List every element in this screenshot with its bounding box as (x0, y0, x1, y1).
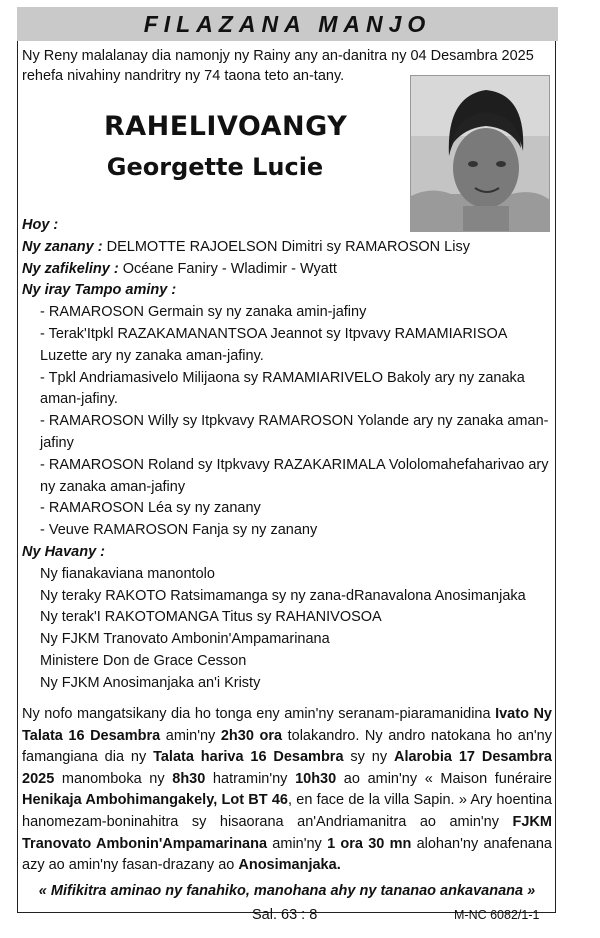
havany-item: Ny teraky RAKOTO Ratsimamanga sy ny zana-dRanavalona Anosimanjaka (40, 587, 526, 604)
tampo-item: - RAMAROSON Germain sy ny zanaka amin-jafiny (40, 304, 367, 321)
tampo-item: - RAMAROSON Léa sy ny zanany (40, 500, 261, 517)
deceased-given-names: Georgette Lucie (106, 153, 324, 181)
announcement-text: Ny nofo mangatsikany dia ho tonga eny amin'ny seranam-piaramanidina (22, 706, 496, 722)
announcement-text: manomboka ny (54, 770, 173, 787)
zafikeliny-line (22, 259, 552, 281)
zanany-text: DELMOTTE RAJOELSON Dimitri sy RAMAROSON Lisy (106, 238, 470, 255)
announcement-bold: 1 ora 30 mn (327, 835, 412, 852)
tampo-item: - RAMAROSON Willy sy Itpkvavy RAMAROSON Yolande ary ny zanaka aman-jafiny (40, 413, 549, 451)
intro-text: Ny Reny malalanay dia namonjy ny Rainy any an-danitra ny 04 Desambra 2025 rehefa nivahiny nandritry ny 74 taona teto an-tany. (22, 48, 534, 84)
announcement-bold: FJKM Tranovato Ambonin'Ampamarinana (22, 813, 552, 852)
tampo-item: - RAMAROSON Roland sy Itpkvavy RAZAKARIMALA Vololomahefaharivao ary ny zanaka aman-jafiny (40, 456, 549, 495)
announcement-text: amin'ny (267, 835, 328, 852)
portrait-photo (410, 75, 550, 232)
zanany-line (22, 237, 552, 259)
announcement-bold: Anosimanjaka. (238, 857, 341, 874)
havany-item: Ministere Don de Grace Cesson (40, 652, 247, 669)
hoy-label: Hoy : (22, 217, 59, 233)
tampo-label: Ny iray Tampo aminy : (22, 282, 177, 299)
havany-item: Ny fianakaviana manontolo (40, 565, 215, 582)
tampo-item: - Tpkl Andriamasivelo Milijaona sy RAMAMIARIVELO Bakoly ary ny zanaka aman-jafiny. (40, 369, 525, 408)
zanany-label: Ny zanany : (22, 238, 103, 255)
announcement-text: ao amin'ny « Maison funéraire (336, 770, 552, 787)
banner-title: FILAZANA MANJO (17, 7, 558, 41)
tampo-item: - Veuve RAMAROSON Fanja sy ny zanany (40, 522, 318, 539)
havany-item: Ny terak'I RAKOTOMANGA Titus sy RAHANIVOSOA (40, 609, 382, 626)
family-list (22, 215, 552, 695)
zafikeliny-label: Ny zafikeliny : (22, 260, 119, 277)
announcement-bold: Alarobia 17 Desambra 2025 (22, 749, 552, 787)
announcement-bold: Ivato Ny Talata 16 Desambra (22, 706, 552, 744)
portrait-image (411, 76, 550, 232)
bible-quote: « Mifikitra aminao ny fanahiko, manohana ahy ny tananao ankavanana » (38, 883, 536, 899)
announcement-bold: 8h30 (172, 770, 206, 787)
havany-item: Ny FJKM Tranovato Ambonin'Ampamarinana (40, 631, 330, 648)
bible-verse: Sal. 63 : 8 (252, 907, 318, 923)
announcement-text: tolakandro. Ny andro natokana ho an'ny famangiana dia ny (22, 727, 552, 766)
announcement-text: sy ny (343, 749, 394, 766)
zafikeliny-text: Océane Faniry - Wladimir - Wyatt (122, 260, 337, 277)
funeral-announcement (22, 704, 552, 877)
announcement-bold: 2h30 ora (220, 727, 283, 744)
announcement-bold: Talata hariva 16 Desambra (153, 749, 344, 766)
announcement-text: , en face de la villa Sapin. » Ary hoentina hanomezam-boninahitra sy hisaorana an'Andriamanitra ao amin'ny (22, 792, 552, 830)
deceased-surname: RAHELIVOANGY (104, 111, 348, 142)
announcement-bold: Henikaja Ambohimangakely, Lot BT 46 (22, 792, 288, 809)
reference-code: M-NC 6082/1-1 (454, 908, 540, 922)
announcement-bold: 10h30 (295, 770, 337, 787)
havany-item: Ny FJKM Anosimanjaka an'i Kristy (40, 674, 261, 691)
announcement-text: alohan'ny anafenana azy ao amin'ny fasan-drazany ao (22, 835, 552, 874)
announcement-text: hatramin'ny (205, 770, 296, 787)
announcement-text: amin'ny (160, 727, 221, 744)
tampo-item: - Terak'Itpkl RAZAKAMANANTSOA Jeannot sy Itpvavy RAMAMIARISOA Luzette ary ny zanaka aman-jafiny. (40, 325, 507, 364)
havany-label: Ny Havany : (22, 543, 106, 560)
